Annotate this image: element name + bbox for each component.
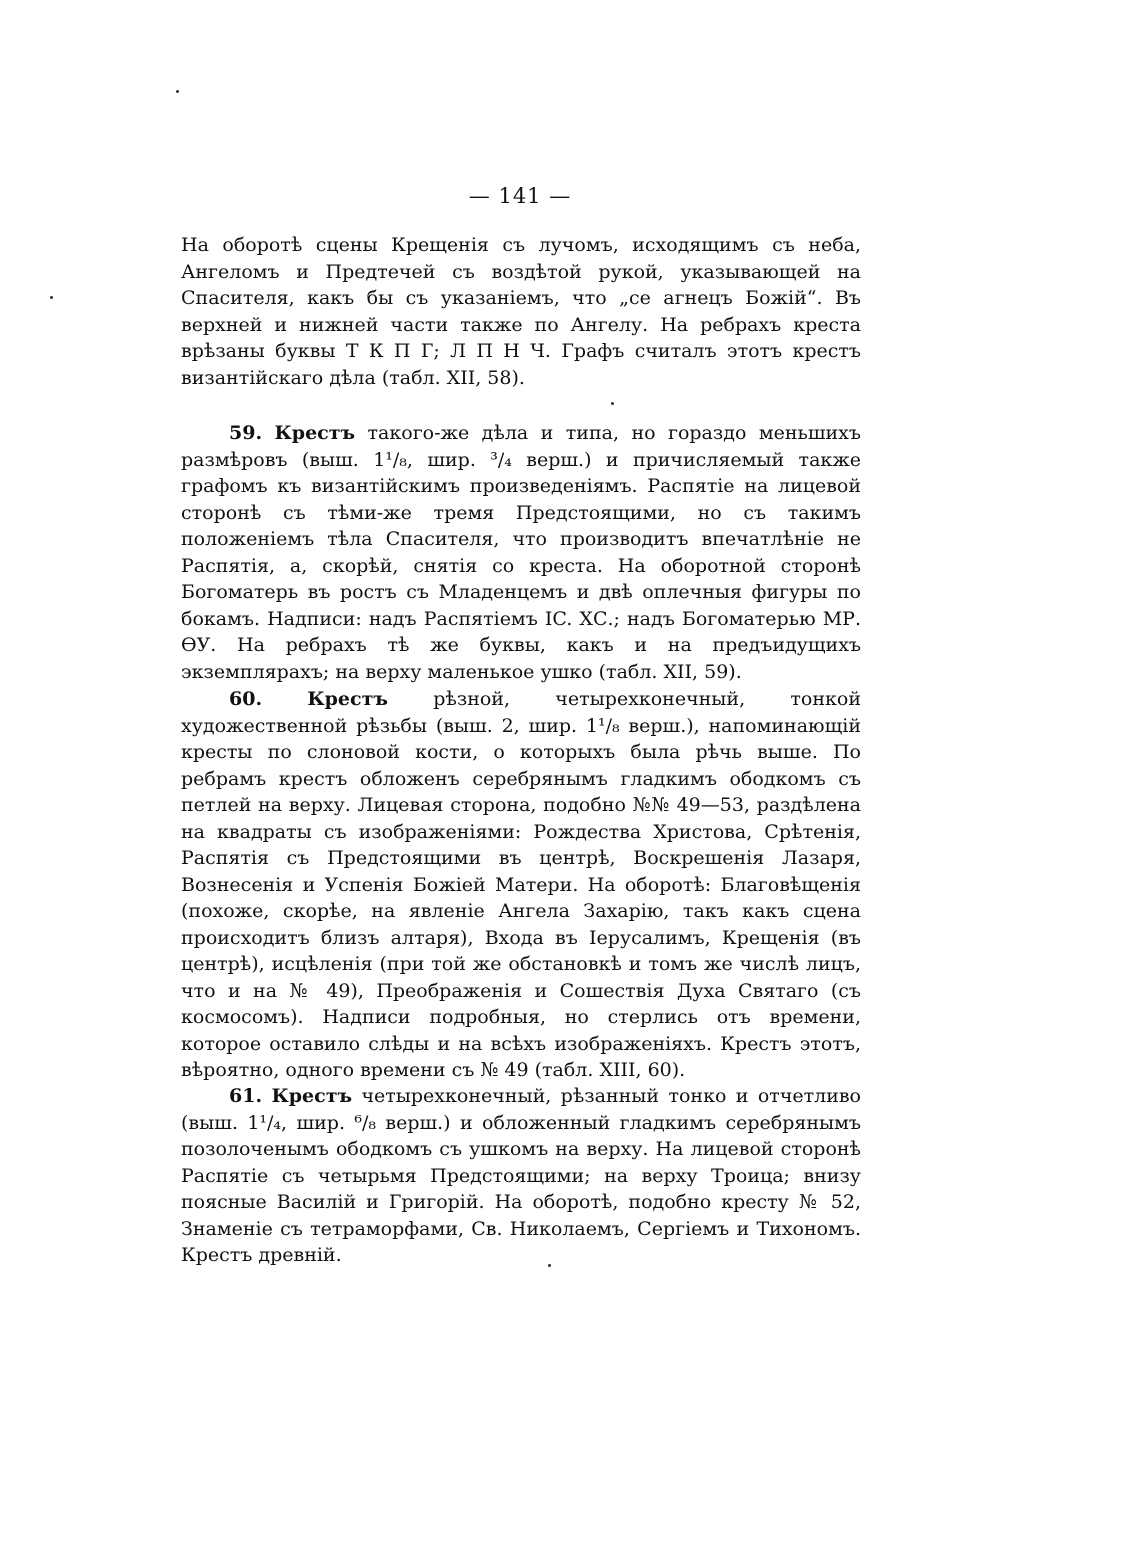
entry-number: 59. [229,422,263,444]
scan-speck [50,296,53,299]
entry-heading: Крестъ [274,422,356,444]
paragraph-60 [181,686,861,1084]
entry-heading: Крестъ [307,688,388,710]
entry-text: такого-же дѣла и типа, но гораздо меньшихъ размѣровъ (выш. 1¹/₈, шир. ³/₄ верш.) и причисляемый также графомъ къ византійскимъ произведеніямъ. Распятіе на лицевой сторонѣ съ тѣми-же тремя Предстоящими, но съ такимъ положеніемъ тѣла Спасителя, что производитъ впечатлѣніе не Распятія, а, скорѣй, снятія со креста. На оборотной сторонѣ Богоматерь въ ростъ съ Младенцемъ и двѣ оплечныя фигуры по бокамъ. Надписи: надъ Распятіемъ IC. ХС.; надъ Богоматерью МР. ѲУ. На ребрахъ тѣ же буквы, какъ и на предъидущихъ экземплярахъ; на верху маленькое ушко (табл. XII, 59). [181,422,861,683]
paragraph-58-continuation [181,232,861,391]
paragraph-59 [181,420,861,685]
page-number: — 141 — [468,184,572,208]
scan-speck [611,402,614,405]
entry-text: четырехконечный, рѣзанный тонко и отчетливо (выш. 1¹/₄, шир. ⁶/₈ верш.) и обложенный гладкимъ серебрянымъ позолоченымъ ободкомъ съ ушкомъ на верху. На лицевой сторонѣ Распятіе съ четырьмя Предстоящими; на верху Троица; внизу поясные Василій и Григорій. На оборотѣ, подобно кресту № 52, Знаменіе съ тетраморфами, Св. Николаемъ, Сергіемъ и Тихономъ. Крестъ древній. [181,1085,861,1266]
paragraph-61 [181,1083,861,1269]
scan-speck [176,90,179,93]
entry-text: рѣзной, четырехконечный, тонкой художественной рѣзьбы (выш. 2, шир. 1¹/₈ верш.), напоминающій кресты по слоновой кости, о которыхъ была рѣчь выше. По ребрамъ крестъ обложенъ серебрянымъ гладкимъ ободкомъ съ петлей на верху. Лицевая сторона, подобно №№ 49—53, раздѣлена на квадраты съ изображеніями: Рождества Христова, Срѣтенія, Распятія съ Предстоящими въ центрѣ, Воскрешенія Лазаря, Вознесенія и Успенія Божіей Матери. На оборотѣ: Благовѣщенія (похоже, скорѣе, на явленіе Ангела Захарію, такъ какъ сцена происходитъ близъ алтаря), Входа въ Іерусалимъ, Крещенія (въ центрѣ), исцѣленія (при той же обстановкѣ и томъ же числѣ лицъ, что и на № 49), Преображенія и Сошествія Духа Святаго (съ космосомъ). Надписи подробныя, но стерлись отъ времени, которое оставило слѣды и на всѣхъ изображеніяхъ. Крестъ этотъ, вѣроятно, одного времени съ № 49 (табл. XIII, 60). [181,688,861,1081]
entry-heading: Крестъ [271,1085,353,1107]
entry-number: 61. [229,1085,263,1107]
entry-number: 60. [229,688,263,710]
paragraph-text: На оборотѣ сцены Крещенія съ лучомъ, исходящимъ съ неба, Ангеломъ и Предтечей съ воздѣтой рукой, указывающей на Спасителя, какъ бы съ указаніемъ, что „се агнецъ Божій“. Въ верхней и нижней части также по Ангелу. На ребрахъ креста врѣзаны буквы Т К П Г; Л П Н Ч. Графъ считалъ этотъ крестъ византійскаго дѣла (табл. XII, 58). [181,234,861,389]
